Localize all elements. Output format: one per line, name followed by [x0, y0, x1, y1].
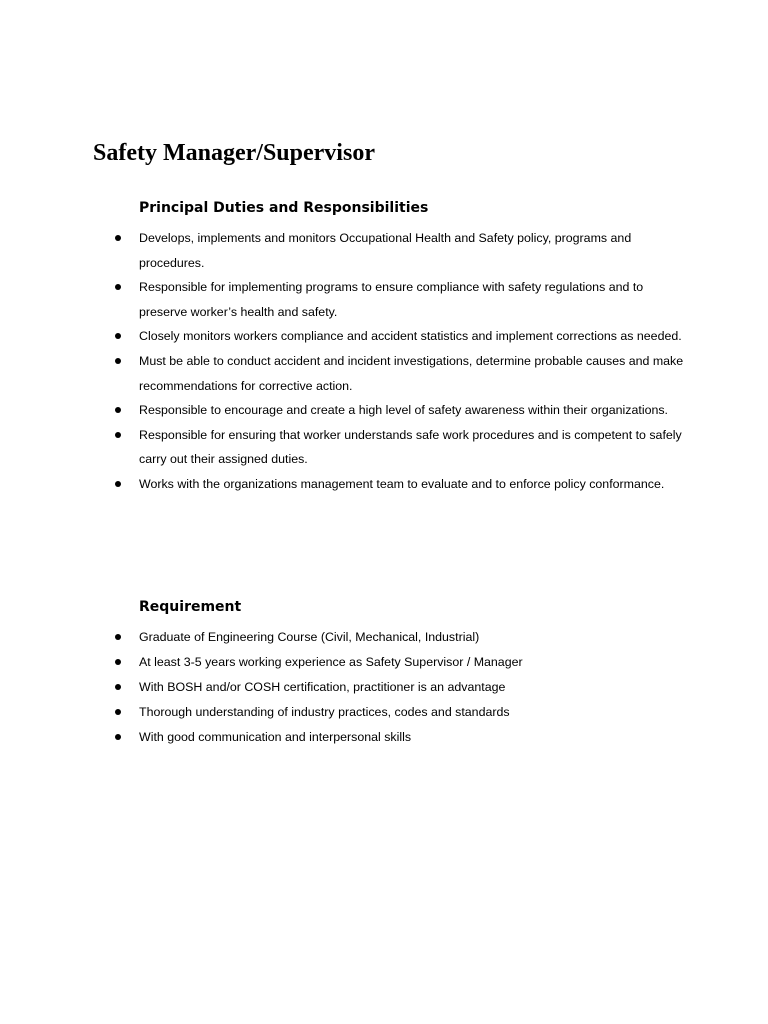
bullet-icon: [115, 358, 121, 364]
list-item-text: Responsible for ensuring that worker understands safe work procedures and is competent to safely carry out their assigned duties.: [139, 427, 682, 467]
bullet-icon: [115, 235, 121, 241]
requirements-list: [113, 625, 693, 750]
list-item-text: Responsible to encourage and create a high level of safety awareness within their organizations.: [139, 403, 668, 418]
list-item: [113, 349, 693, 398]
list-item: [113, 226, 693, 275]
list-item: [113, 650, 693, 675]
list-item-text: At least 3-5 years working experience as Safety Supervisor / Manager: [139, 655, 523, 669]
list-item-text: Must be able to conduct accident and incident investigations, determine probable causes and make recommendations for corrective action.: [139, 353, 684, 393]
list-item: [113, 275, 693, 324]
list-item: [113, 675, 693, 700]
list-item-text: Works with the organizations management team to evaluate and to enforce policy conformance.: [139, 476, 665, 491]
bullet-icon: [115, 709, 121, 715]
list-item-text: Thorough understanding of industry practices, codes and standards: [139, 705, 510, 719]
bullet-icon: [115, 659, 121, 665]
requirement-section-heading: Requirement: [139, 599, 242, 615]
bullet-icon: [115, 481, 121, 487]
list-item-text: Responsible for implementing programs to ensure compliance with safety regulations and to preserve worker’s health and safety.: [139, 280, 644, 319]
bullet-icon: [115, 734, 121, 740]
bullet-icon: [115, 684, 121, 690]
duties-section-heading: Principal Duties and Responsibilities: [139, 200, 429, 216]
list-item: [113, 324, 693, 349]
list-item: [113, 398, 693, 423]
bullet-icon: [115, 432, 121, 438]
bullet-icon: [115, 407, 121, 413]
list-item: [113, 700, 693, 725]
bullet-icon: [115, 333, 121, 339]
list-item-text: With BOSH and/or COSH certification, practitioner is an advantage: [139, 680, 506, 694]
list-item: [113, 625, 693, 650]
list-item-text: With good communication and interpersonal skills: [139, 730, 412, 744]
list-item-text: Graduate of Engineering Course (Civil, Mechanical, Industrial): [139, 630, 480, 644]
list-item: [113, 423, 693, 472]
list-item: [113, 725, 693, 750]
bullet-icon: [115, 634, 121, 640]
list-item-text: Develops, implements and monitors Occupational Health and Safety policy, programs and procedures.: [139, 231, 632, 270]
bullet-icon: [115, 284, 121, 290]
list-item: [113, 472, 693, 497]
list-item-text: Closely monitors workers compliance and accident statistics and implement corrections as needed.: [139, 329, 682, 344]
duties-list: [113, 226, 693, 497]
page-title: Safety Manager/Supervisor: [93, 140, 375, 166]
